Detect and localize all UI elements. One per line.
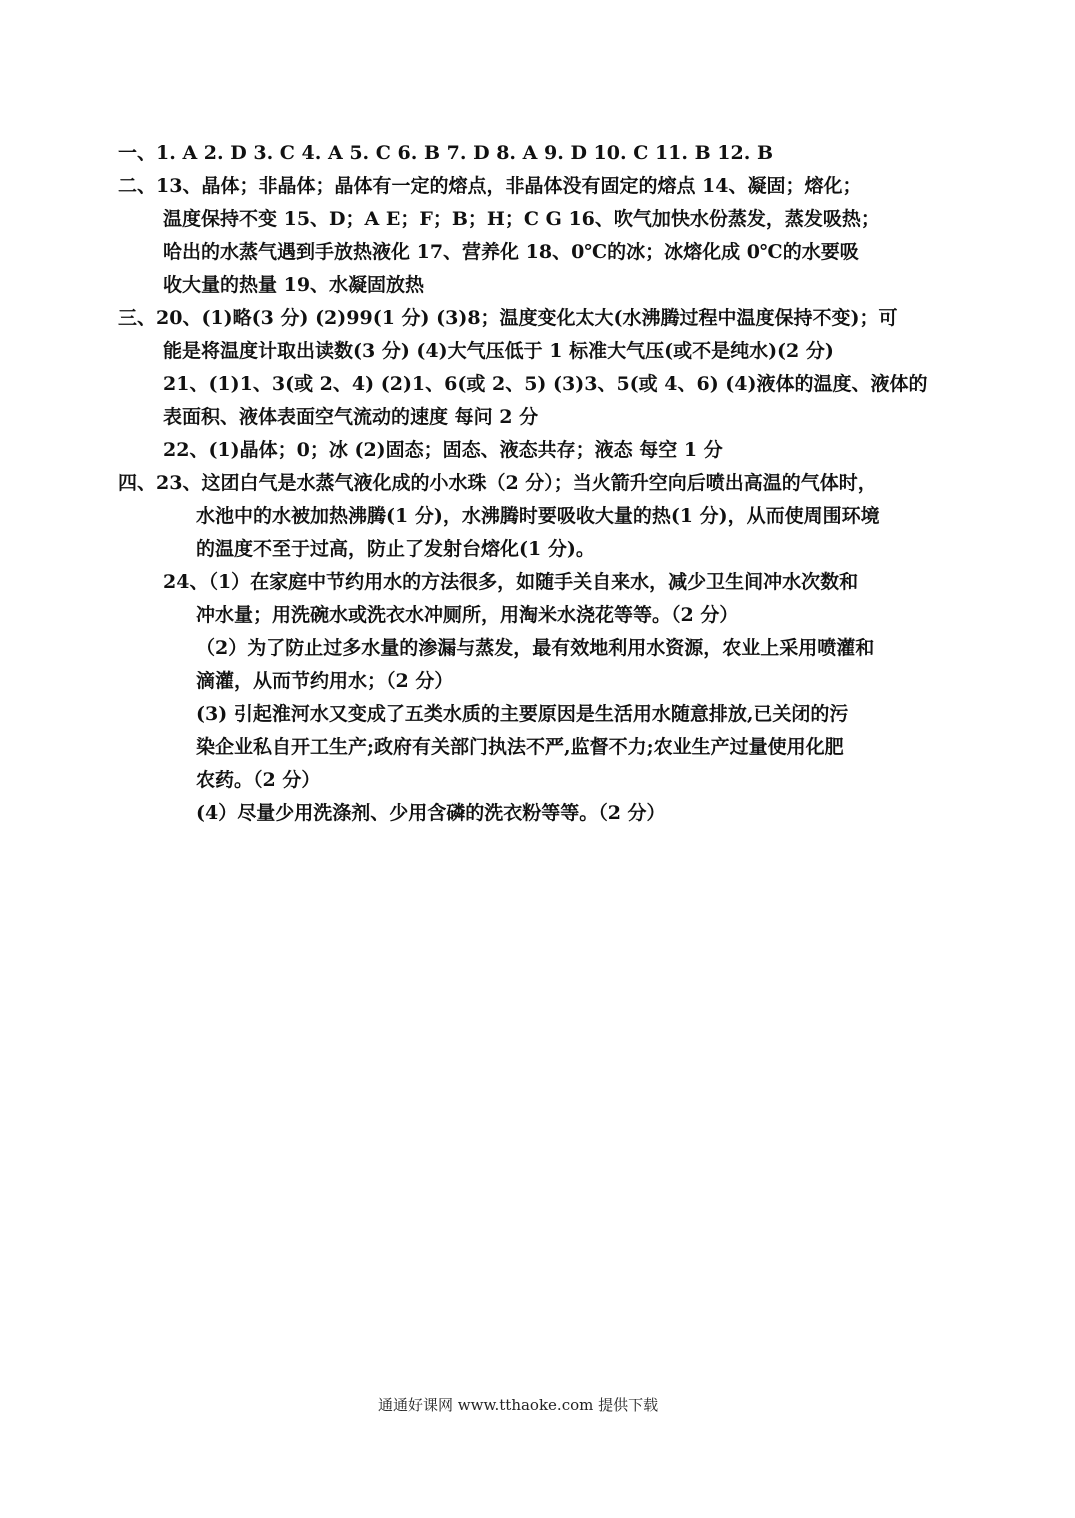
section-4-q23-line-1: 四、23、这团白气是水蒸气液化成的小水珠（2 分）；当火箭升空向后喷出高温的气体时，	[118, 472, 877, 494]
section-2-line-1: 二、13、晶体；非晶体；晶体有一定的熔点，非晶体没有固定的熔点 14、凝固；熔化；	[118, 175, 862, 197]
section-4-q24-2-line-2: 滴灌，从而节约用水；（2 分）	[196, 670, 454, 692]
section-3-line-1: 三、20、(1)略(3 分) (2)99(1 分) (3)8；温度变化太大(水沸腾过程中温度保持不变)；可	[118, 307, 898, 329]
section-4-q24-1-line-1: 24、（1）在家庭中节约用水的方法很多，如随手关自来水，减少卫生间冲水次数和	[163, 571, 859, 593]
section-4-q24-1-line-2: 冲水量；用洗碗水或洗衣水冲厕所，用淘米水浇花等等。（2 分）	[196, 604, 739, 626]
section-4-q24-3-line-3: 农药。（2 分）	[196, 769, 321, 791]
footer-credit: 通通好课网 www.tthaoke.com 提供下载	[378, 1396, 659, 1414]
section-4-q24-3-line-1: (3) 引起淮河水又变成了五类水质的主要原因是生活用水随意排放,已关闭的污	[196, 703, 849, 725]
section-4-q24-2-line-1: （2）为了防止过多水量的渗漏与蒸发，最有效地利用水资源，农业上采用喷灌和	[196, 637, 875, 659]
section-4-q24-4: (4）尽量少用洗涤剂、少用含磷的洗衣粉等等。（2 分）	[196, 802, 666, 824]
section-3-q21-line-1: 21、(1)1、3(或 2、4) (2)1、6(或 2、5) (3)3、5(或 4、6) (4)液体的温度、液体的	[163, 373, 928, 395]
section-4-q23-line-2: 水池中的水被加热沸腾(1 分)，水沸腾时要吸收大量的热(1 分)，从而使周围环境	[196, 505, 880, 527]
section-2-line-4: 收大量的热量 19、水凝固放热	[163, 274, 425, 296]
section-3-line-2: 能是将温度计取出读数(3 分) (4)大气压低于 1 标准大气压(或不是纯水)(2 分)	[163, 340, 834, 362]
section-4-q23-line-3: 的温度不至于过高，防止了发射台熔化(1 分)。	[196, 538, 595, 560]
section-2-line-3: 哈出的水蒸气遇到手放热液化 17、营养化 18、0℃的冰；冰熔化成 0℃的水要吸	[163, 241, 859, 263]
section-1-answers: 一、1. A 2. D 3. C 4. A 5. C 6. B 7. D 8. A 9. D 10. C 11. B 12. B	[118, 142, 774, 164]
section-3-q22: 22、(1)晶体；0；冰 (2)固态；固态、液态共存；液态 每空 1 分	[163, 439, 723, 461]
section-3-q21-line-2: 表面积、液体表面空气流动的速度 每问 2 分	[163, 406, 539, 428]
section-4-q24-3-line-2: 染企业私自开工生产;政府有关部门执法不严,监督不力;农业生产过量使用化肥	[196, 736, 844, 758]
section-2-line-2: 温度保持不变 15、D；A E；F；B；H；C G 16、吹气加快水份蒸发，蒸发吸热；	[163, 208, 880, 230]
